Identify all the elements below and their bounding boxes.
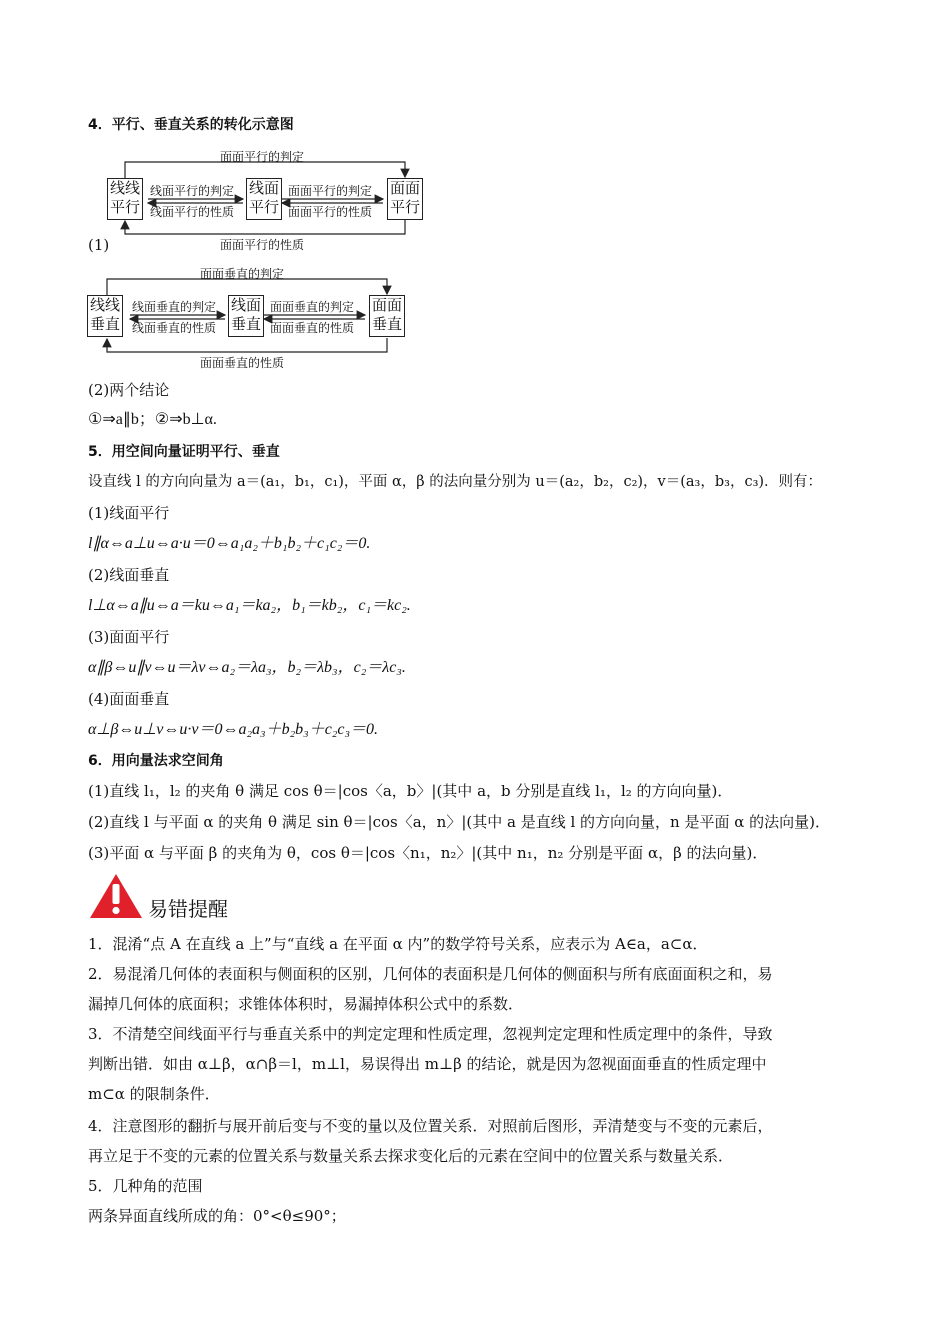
item2-label: (2)两个结论 <box>88 381 170 399</box>
s6-line2: (2)直线 l 与平面 α 的夹角 θ 满足 sin θ＝|cos〈a，n〉|(其中 a 是直线 l 的方向向量，n 是平面 α 的法向量)． <box>88 813 830 831</box>
item1-label: (1) <box>88 236 110 254</box>
box-plane-plane-parallel: 面面平行 <box>387 178 423 220</box>
parallel-diagram <box>100 144 430 252</box>
warning-title: 易错提醒 <box>148 897 228 921</box>
perp-right-lower: 面面垂直的性质 <box>270 321 355 335</box>
s5-item3-formula: α∥β⇔u∥v⇔u＝λv⇔a₂＝λa₃，b₂＝λb₃，c₂＝λc₃. <box>88 659 406 676</box>
s5-item1-formula: l∥α⇔a⊥u⇔a·u＝0⇔a₁a₂＋b₁b₂＋c₁c₂＝0. <box>88 535 371 552</box>
parallel-right-upper: 面面平行的判定 <box>288 184 373 198</box>
parallel-left-lower: 线面平行的性质 <box>150 205 235 219</box>
s5-item4-formula: α⊥β⇔u⊥v⇔u·v＝0⇔a₂a₃＋b₂b₃＋c₂c₃＝0. <box>88 721 379 738</box>
warn-line8: 再立足于不变的元素的位置关系与数量关系去探求变化后的元素在空间中的位置关系与数量关系． <box>88 1147 734 1165</box>
item2-text: ①⇒a∥b；②⇒b⊥α. <box>88 411 217 428</box>
warn-line7: 4．注意图形的翻折与展开前后变与不变的量以及位置关系．对照前后图形，弄清楚变与不变的元素后， <box>88 1117 773 1135</box>
parallel-right-lower: 面面平行的性质 <box>288 205 373 219</box>
perp-left-upper: 线面垂直的判定 <box>132 300 217 314</box>
section5-intro: 设直线 l 的方向向量为 a＝(a₁，b₁，c₁)，平面 α，β 的法向量分别为 u＝(a₂，b₂，c₂)，v＝(a₃，b₃，c₃)．则有： <box>88 474 823 490</box>
perp-bottom-label: 面面垂直的性质 <box>200 356 285 370</box>
s5-item2-label: (2)线面垂直 <box>88 566 170 584</box>
box-line-plane-perp: 线面垂直 <box>228 295 264 337</box>
s5-item1-label: (1)线面平行 <box>88 504 170 522</box>
s5-item3-label: (3)面面平行 <box>88 628 170 646</box>
section5-heading: 5．用空间向量证明平行、垂直 <box>88 444 280 460</box>
warn-line4: 3．不清楚空间线面平行与垂直关系中的判定定理和性质定理，忽视判定定理和性质定理中的条件，导致 <box>88 1025 773 1043</box>
warn-line6: m⊂α 的限制条件． <box>88 1085 220 1103</box>
section4-heading: 4．平行、垂直关系的转化示意图 <box>88 117 294 133</box>
warn-line10: 两条异面直线所成的角：0°<θ≤90°； <box>88 1207 346 1225</box>
warn-line2: 2．易混淆几何体的表面积与侧面积的区别，几何体的表面积是几何体的侧面积与所有底面面积之和，易 <box>88 965 773 983</box>
parallel-bottom-label: 面面平行的性质 <box>220 238 305 252</box>
parallel-top-label: 面面平行的判定 <box>220 150 305 164</box>
parallel-left-upper: 线面平行的判定 <box>150 184 235 198</box>
box-line-line-parallel: 线线平行 <box>107 178 143 220</box>
perp-right-upper: 面面垂直的判定 <box>270 300 355 314</box>
s5-item2-formula: l⊥α⇔a∥u⇔a＝ku⇔a₁＝ka₂，b₁＝kb₂，c₁＝kc₂. <box>88 597 411 614</box>
warn-line5: 判断出错．如由 α⊥β，α∩β＝l，m⊥l，易误得出 m⊥β 的结论，就是因为忽视面面垂直的性质定理中 <box>88 1055 767 1073</box>
warn-line9: 5．几种角的范围 <box>88 1177 203 1195</box>
warn-line1: 1．混淆“点 A 在直线 a 上”与“直线 a 在平面 α 内”的数学符号关系，应表示为 A∈a，a⊂α． <box>88 935 708 953</box>
perp-diagram <box>82 262 412 370</box>
section6-heading: 6．用向量法求空间角 <box>88 753 224 769</box>
s6-line3: (3)平面 α 与平面 β 的夹角为 θ，cos θ＝|cos〈n₁，n₂〉|(其中 n₁，n₂ 分别是平面 α，β 的法向量)． <box>88 844 768 862</box>
s6-line1: (1)直线 l₁，l₂ 的夹角 θ 满足 cos θ＝|cos〈a，b〉|(其中 a，b 分别是直线 l₁，l₂ 的方向向量)． <box>88 782 733 800</box>
warn-line3: 漏掉几何体的底面积；求锥体体积时，易漏掉体积公式中的系数． <box>88 995 524 1013</box>
box-plane-plane-perp: 面面垂直 <box>369 295 405 337</box>
warning-triangle-icon <box>88 872 144 920</box>
box-line-line-perp: 线线垂直 <box>87 295 123 337</box>
s5-item4-label: (4)面面垂直 <box>88 690 170 708</box>
box-line-plane-parallel: 线面平行 <box>246 178 282 220</box>
perp-left-lower: 线面垂直的性质 <box>132 321 217 335</box>
perp-top-label: 面面垂直的判定 <box>200 267 285 281</box>
